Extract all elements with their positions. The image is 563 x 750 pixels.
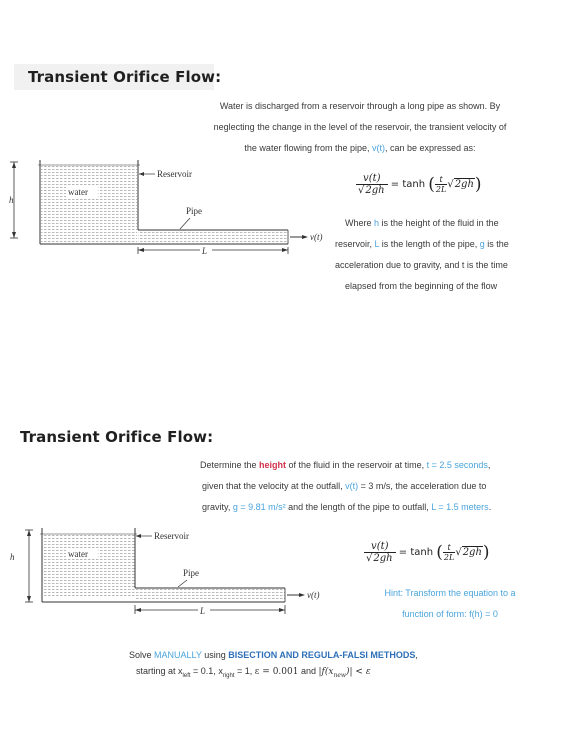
label-vt-2: v(t) [307, 590, 320, 600]
label-h-2: h [10, 552, 15, 562]
where-line-4: elapsed from the beginning of the flow [345, 281, 498, 291]
label-h: h [9, 195, 14, 205]
where-line-1: Where h is the height of the fluid in the [345, 218, 499, 228]
problem-line-2: given that the velocity at the outfall, v(t) = 3 m/s, the acceleration due to [202, 481, 487, 491]
label-reservoir-2: Reservoir [154, 531, 189, 541]
problem-paragraph [200, 455, 545, 518]
hint-paragraph [355, 583, 545, 625]
intro-line-2: neglecting the change in the level of the reservoir, the transient velocity of [213, 122, 507, 132]
slide-title-1: Transient Orifice Flow: [28, 68, 222, 86]
label-water-2: water [68, 549, 88, 559]
reservoir-diagram-1 [0, 150, 330, 260]
slide-title-2: Transient Orifice Flow: [20, 428, 214, 446]
where-line-3: acceleration due to gravity, and t is the time [335, 260, 508, 270]
label-pipe-2: Pipe [183, 568, 200, 578]
var-vt: v(t) [372, 143, 385, 153]
velocity-equation-1: $\frac{v(t)}{√2gh}$ = tanh ( $\frac{t}{2L}$ √2gh) [358, 173, 482, 196]
label-pipe: Pipe [186, 206, 203, 216]
where-line-2: reservoir, L is the length of the pipe, g is the [335, 239, 509, 249]
hint-line-1: Hint: Transform the equation to a [384, 588, 516, 598]
velocity-equation-2: $\frac{v(t)}{√2gh}$ = tanh ( $\frac{t}{2L}$ √2gh) [366, 541, 490, 564]
reservoir-diagram-2 [0, 522, 330, 622]
label-L: L [202, 246, 208, 256]
label-water: water [68, 187, 88, 197]
hint-line-2: function of form: f(h) = 0 [402, 609, 498, 619]
where-paragraph [335, 213, 550, 297]
start-line: starting at $x_{left} = 0.1$, $x_{right} = 1$, ε = 0.001 and $|f(x_{new})| < \varepsilon$ [136, 666, 371, 679]
problem-line-1: Determine the height of the fluid in the reservoir at time, t = 2.5 seconds, [200, 460, 491, 470]
label-reservoir: Reservoir [157, 169, 192, 179]
intro-line-3: the water flowing from the pipe, v(t), can be expressed as: [244, 143, 476, 153]
label-vt: v(t) [310, 232, 323, 242]
label-L-2: L [200, 606, 206, 616]
solve-line: Solve MANUALLY using BISECTION AND REGULA-FALSI METHODS, [129, 650, 418, 660]
intro-line-1: Water is discharged from a reservoir through a long pipe as shown. By [219, 101, 501, 111]
problem-line-3: gravity, g = 9.81 m/s² and the length of the pipe to outfall, L = 1.5 meters. [202, 502, 492, 512]
